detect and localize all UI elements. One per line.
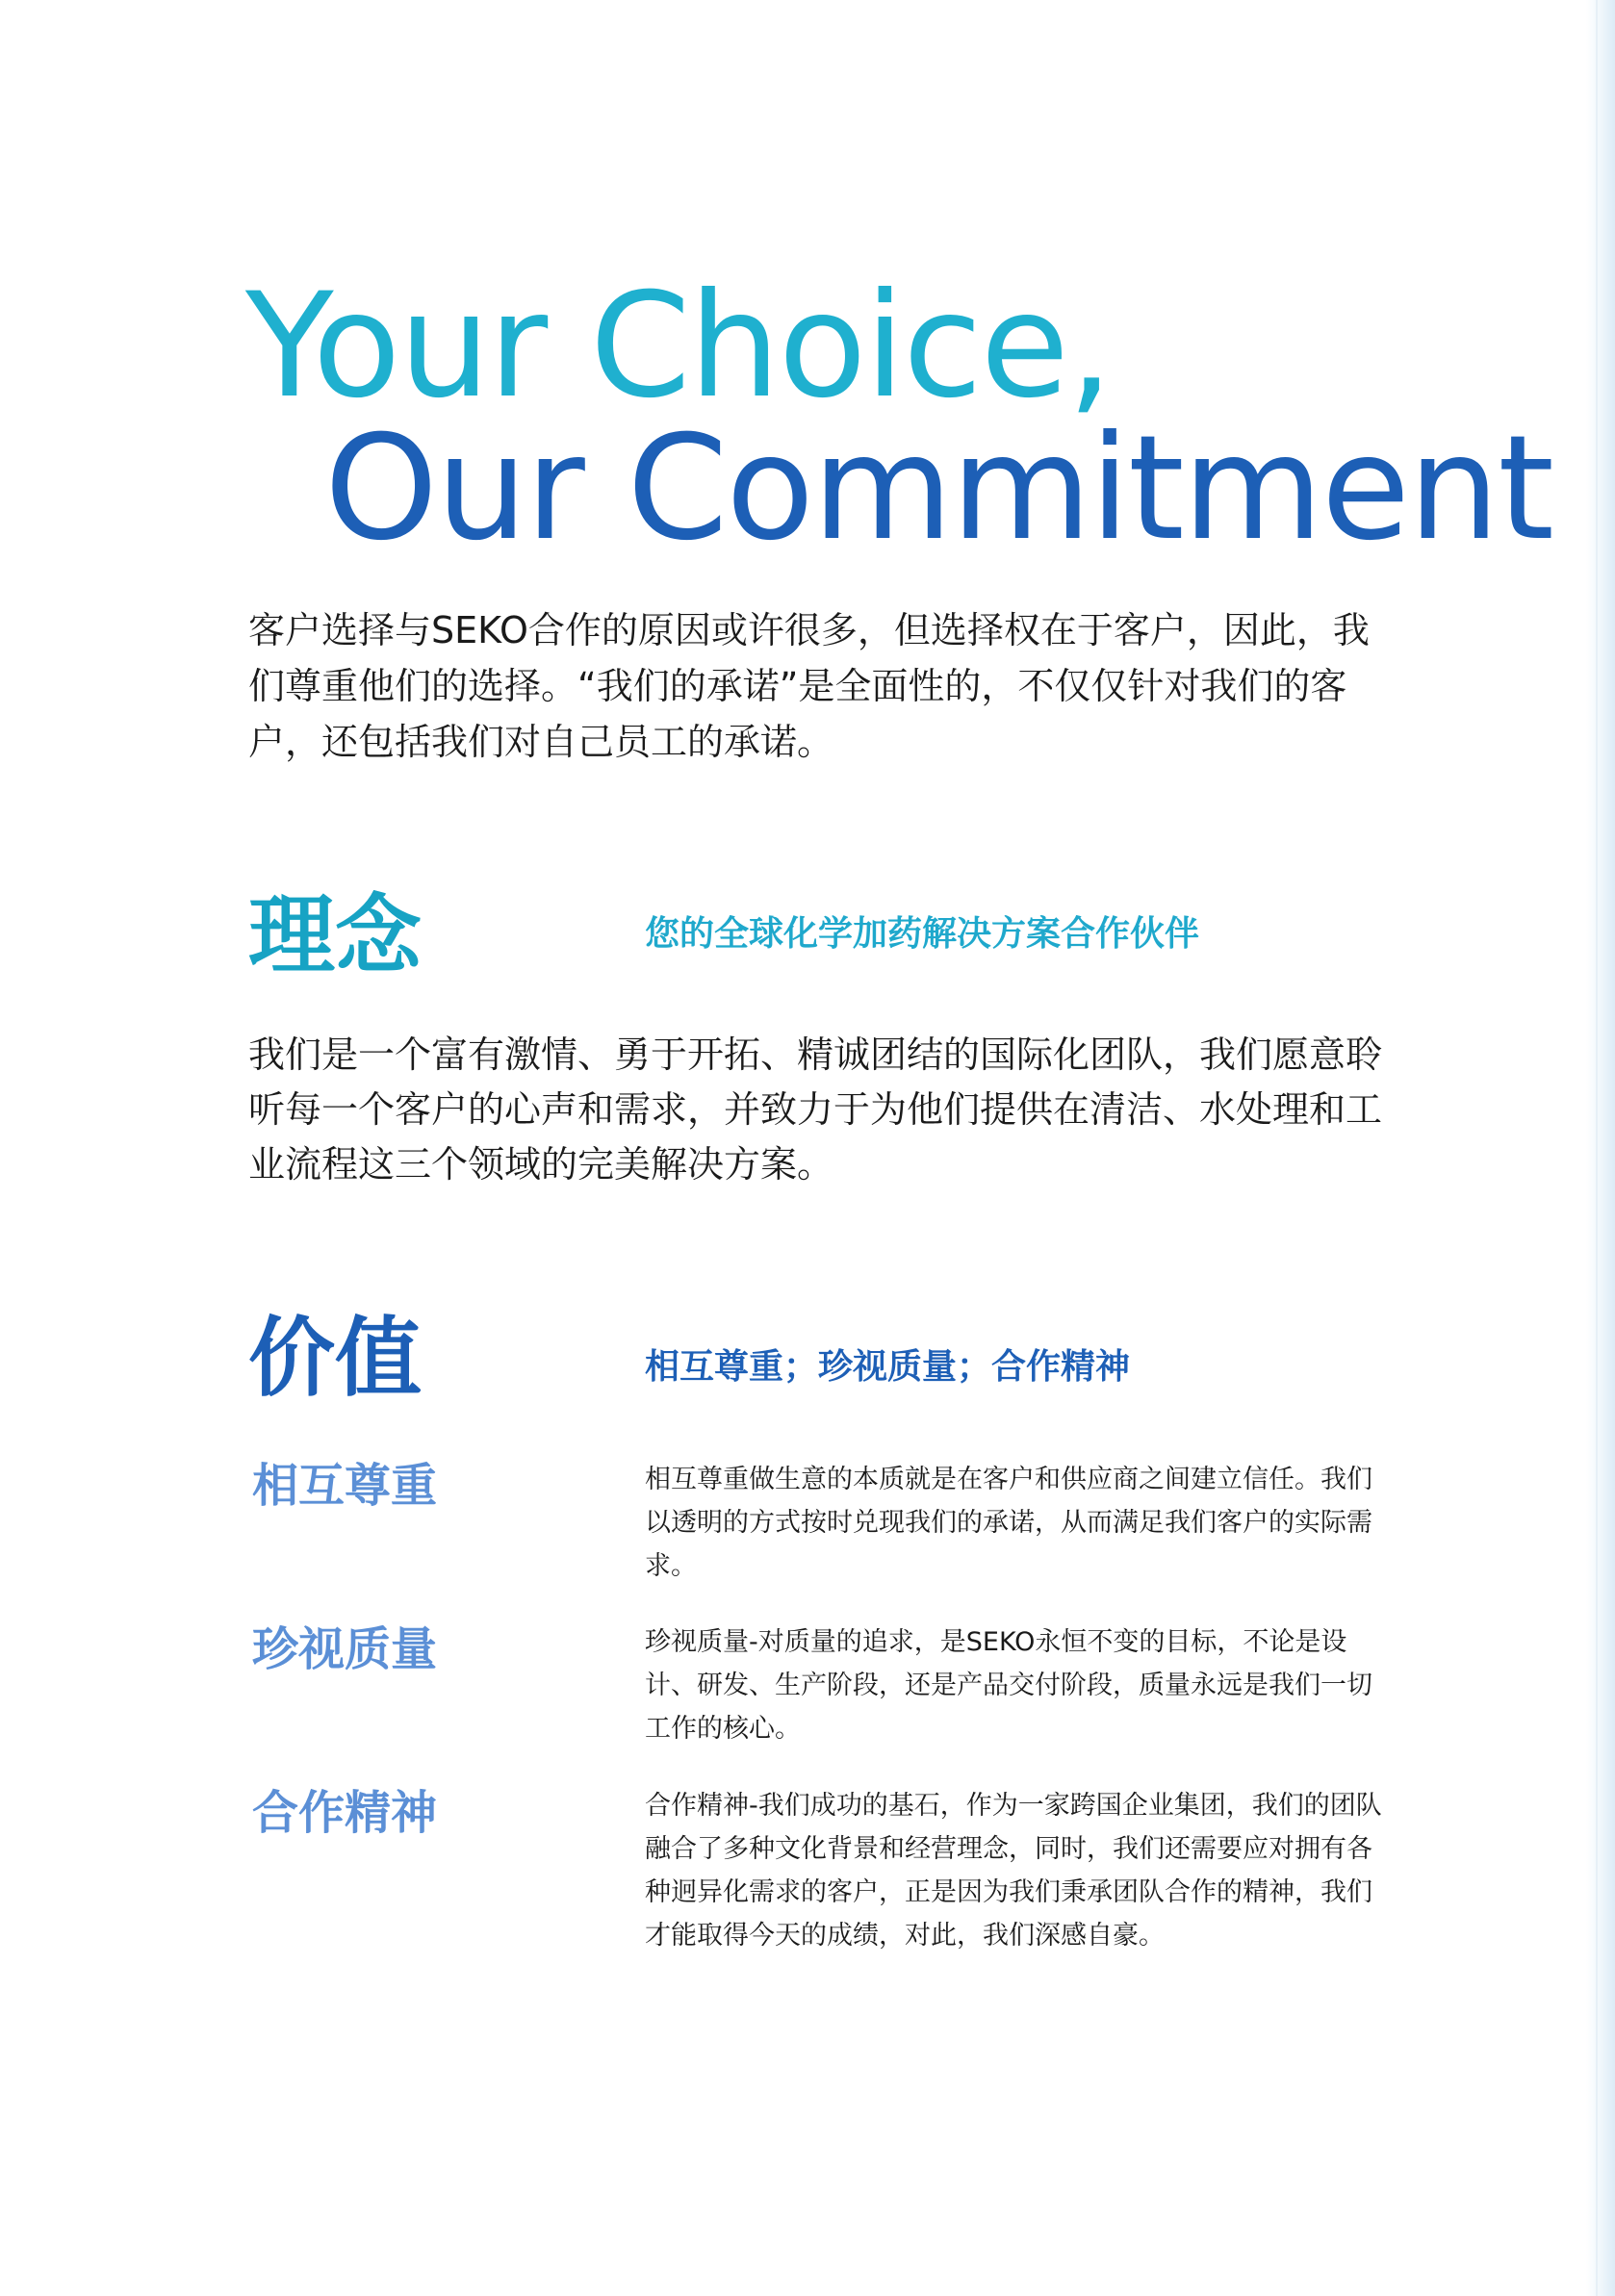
intro-paragraph: 客户选择与SEKO合作的原因或许很多，但选择权在于客户，因此，我们尊重他们的选择。“我们的承诺”是全面性的，不仅仅针对我们的客户，还包括我们对自己员工的承诺。 xyxy=(248,609,1370,763)
value-label-teamwork: 合作精神 xyxy=(252,1786,438,1840)
philosophy-title: 理念 xyxy=(248,885,422,986)
page-edge-line xyxy=(1596,0,1598,2296)
headline-line-1: Your Choice, xyxy=(245,263,1112,430)
value-label-quality: 珍视质量 xyxy=(252,1622,438,1676)
values-title: 价值 xyxy=(248,1308,422,1409)
value-desc-mutual-respect: 相互尊重做生意的本质就是在客户和供应商之间建立信任。我们以透明的方式按时兑现我们的承诺，从而满足我们客户的实际需求。 xyxy=(645,1465,1372,1581)
value-desc-quality: 珍视质量-对质量的追求，是SEKO永恒不变的目标，不论是设计、研发、生产阶段，还是产品交付阶段，质量永远是我们一切工作的核心。 xyxy=(645,1627,1372,1744)
value-label-mutual-respect: 相互尊重 xyxy=(252,1459,438,1513)
philosophy-subtitle: 您的全球化学加药解决方案合作伙伴 xyxy=(645,914,1200,954)
value-desc-teamwork: 合作精神-我们成功的基石，作为一家跨国企业集团，我们的团队融合了多种文化背景和经营理念，同时，我们还需要应对拥有各种迥异化需求的客户，正是因为我们秉承团队合作的精神，我们才能取得今天的成绩，对此，我们深感自豪。 xyxy=(645,1791,1382,1951)
page-edge-shadow xyxy=(1586,0,1615,2296)
page-headline xyxy=(245,263,1553,573)
headline-line-2: Our Commitment xyxy=(324,405,1553,573)
philosophy-body: 我们是一个富有激情、勇于开拓、精诚团结的国际化团队，我们愿意聆听每一个客户的心声和需求，并致力于为他们提供在清洁、水处理和工业流程这三个领域的完美解决方案。 xyxy=(248,1033,1383,1186)
values-subtitle: 相互尊重；珍视质量；合作精神 xyxy=(645,1347,1131,1387)
